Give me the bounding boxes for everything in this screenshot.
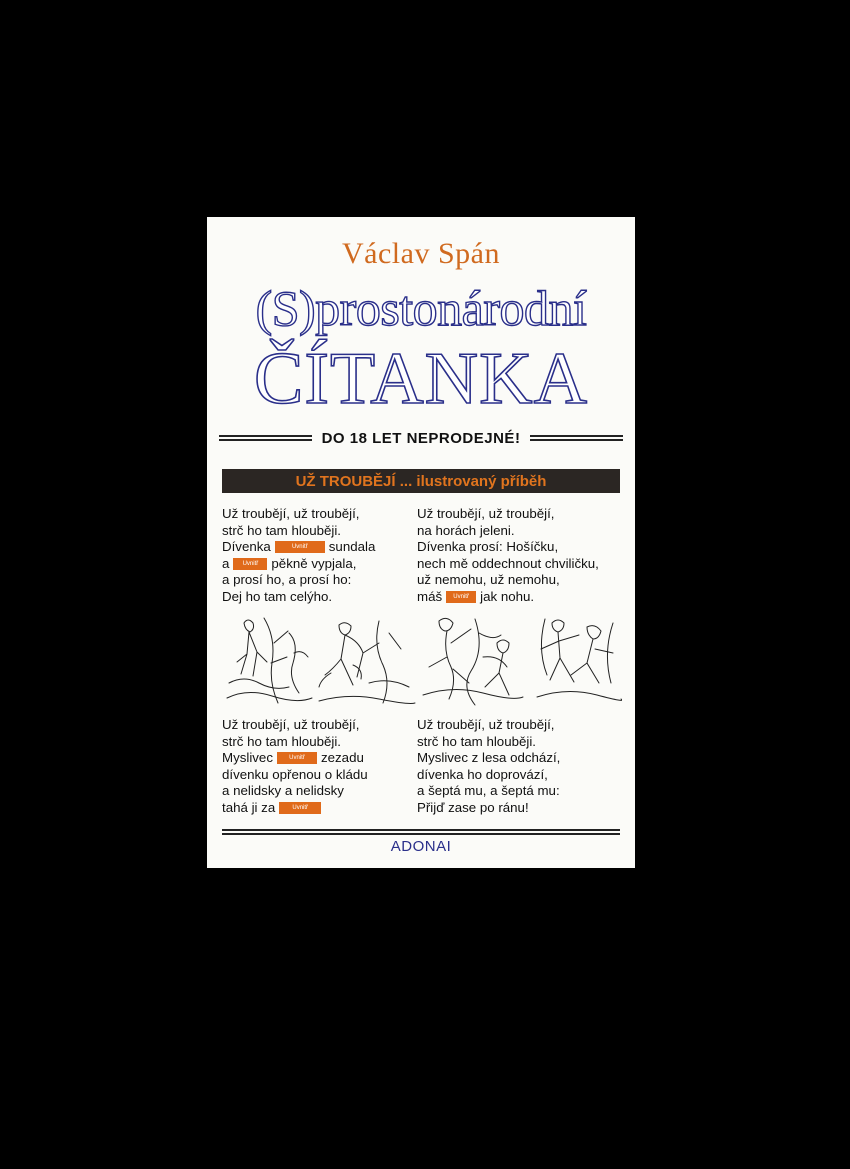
verse-line: už nemohu, už nemohu, — [417, 572, 560, 587]
verse-line: a nelidsky a nelidsky — [222, 783, 344, 798]
censored-tag: Uvnitř — [275, 541, 325, 553]
verse-1 — [222, 506, 375, 605]
verse-line: strč ho tam hlouběji. — [222, 522, 341, 538]
verse-line: dívenka ho doprovází, — [417, 766, 548, 782]
censored-tag: Uvnitř — [277, 752, 317, 764]
verse-line: dívenku opřenou o kládu — [222, 766, 368, 782]
verse-line: Přijď zase po ránu! — [417, 799, 529, 815]
verse-line: Už troubějí, už troubějí, — [222, 717, 360, 732]
verse-line: strč ho tam hlouběji. — [222, 733, 341, 749]
verse-line: Už troubějí, už troubějí, — [222, 506, 360, 521]
age-warning: DO 18 LET NEPRODEJNÉ! — [321, 429, 521, 447]
verse-line: Myslivec Uvnitř zezadu — [222, 750, 364, 765]
verse-line: a Uvnitř pěkně vypjala, — [222, 555, 357, 571]
verse-line: na horách jeleni. — [417, 522, 515, 538]
verse-2 — [417, 506, 599, 605]
woodland-illustration-right — [417, 613, 622, 709]
double-rule-right — [530, 435, 623, 441]
publisher-name: ADONAI — [390, 838, 452, 855]
verse-line: strč ho tam hlouběji. — [417, 733, 536, 749]
verse-line: Dívenka Uvnitř sundala — [222, 539, 376, 554]
verse-line: tahá ji za Uvnitř — [222, 800, 368, 817]
verse-line: Už troubějí, už troubějí, — [417, 717, 555, 732]
verse-line: a šeptá mu, a šeptá mu: — [417, 783, 560, 798]
verse-line: Už troubějí, už troubějí, — [417, 506, 555, 521]
verse-3 — [222, 717, 368, 816]
verse-line: nech mě oddechnout chviličku, — [417, 555, 599, 571]
censored-tag: Uvnitř — [233, 558, 267, 570]
verse-line: Myslivec z lesa odchází, — [417, 750, 561, 765]
verse-line: máš Uvnitř jak nohu. — [417, 588, 535, 604]
author-name: Václav Spán — [342, 237, 500, 270]
double-rule-left — [219, 435, 312, 441]
woodland-illustration-left — [219, 613, 417, 709]
title-line-2: ČÍTANKA — [253, 338, 589, 420]
book-cover — [207, 217, 635, 868]
story-banner: UŽ TROUBĚJÍ ... ilustrovaný příběh — [222, 469, 620, 493]
bottom-double-rule — [222, 829, 620, 835]
verse-4 — [417, 717, 560, 816]
age-warning-row — [219, 427, 623, 449]
title-line-1: (S)prostonárodní — [255, 280, 587, 336]
censored-tag: Uvnitř — [279, 802, 321, 814]
verse-line: Dívenka prosí: Hošíčku, — [417, 539, 559, 554]
verse-line: a prosí ho, a prosí ho: — [222, 572, 352, 587]
verse-line: Dej ho tam celýho. — [222, 588, 333, 604]
censored-tag: Uvnitř — [446, 591, 476, 603]
